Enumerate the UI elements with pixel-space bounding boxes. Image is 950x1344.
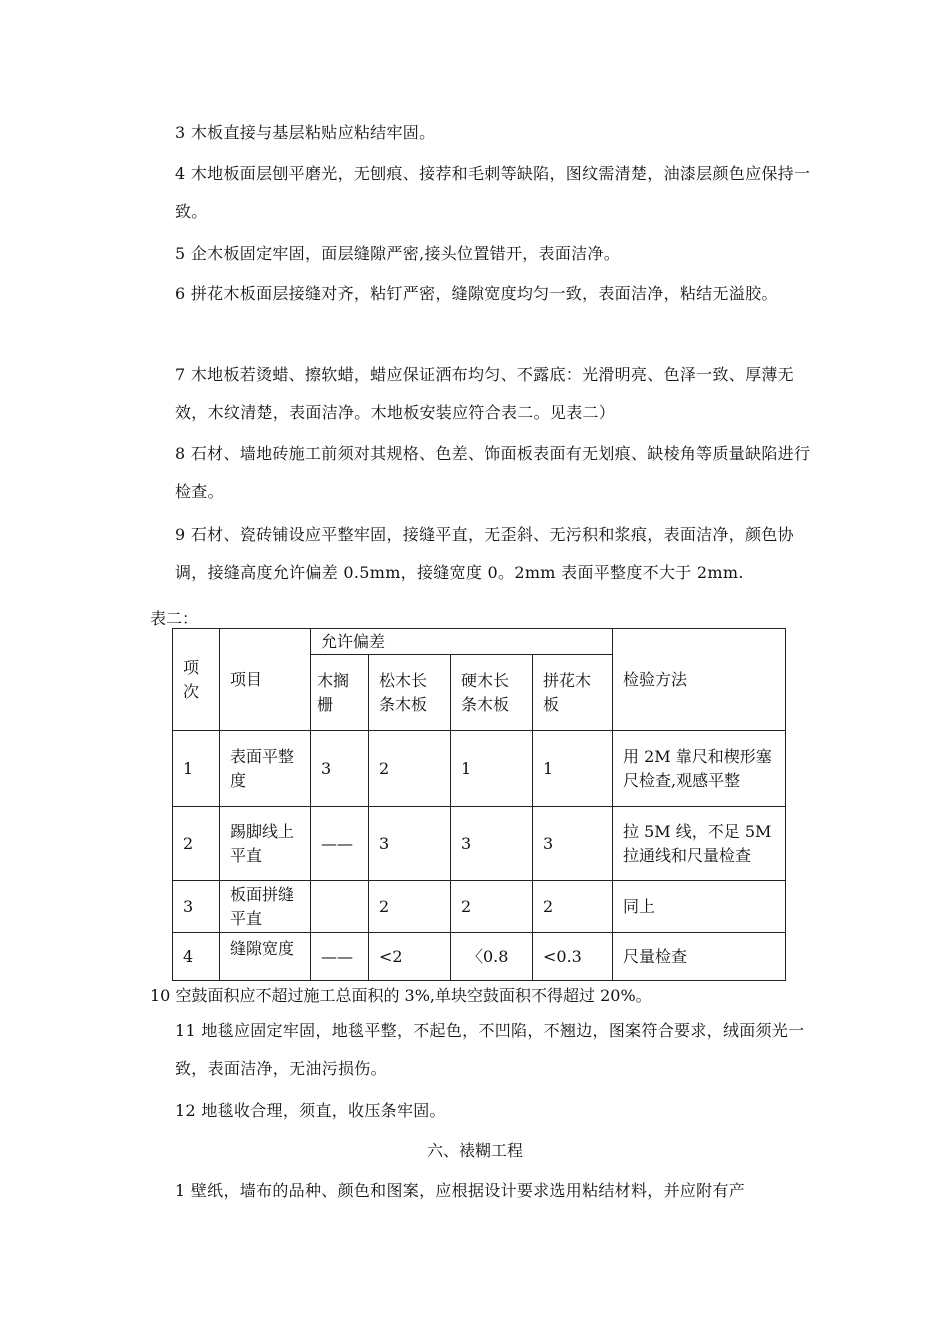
header-col-a: 木搁栅 (311, 655, 369, 731)
row-col-c: 1 (451, 731, 533, 807)
paragraph-10: 10 空鼓面积应不超过施工总面积的 3%,单块空鼓面积不得超过 20%。 (150, 986, 652, 1005)
row-item: 板面拼缝平直 (220, 881, 311, 933)
row-col-b: 3 (369, 807, 451, 881)
paragraph-12: 12 地毯收合理，须直，收压条牢固。 (175, 1101, 446, 1120)
row-method: 尺量检查 (613, 933, 786, 981)
row-col-a (311, 881, 369, 933)
row-col-b: <2 (369, 933, 451, 981)
header-tolerance-group: 允许偏差 (311, 629, 613, 655)
row-col-a: —— (311, 933, 369, 981)
table-row (173, 881, 786, 933)
table-row (173, 933, 786, 981)
row-col-c: 3 (451, 807, 533, 881)
paragraph-7: 7 木地板若烫蜡、擦软蜡，蜡应保证洒布均匀、不露底：光滑明亮、色泽一致、厚薄无效，木纹清楚，表面洁净。木地板安装应符合表二。见表二） (175, 365, 794, 422)
header-item: 项目 (220, 629, 311, 731)
paragraph-5: 5 企木板固定牢固，面层缝隙严密,接头位置错开，表面洁净。 (175, 244, 621, 263)
row-index: 2 (173, 807, 220, 881)
row-index: 4 (173, 933, 220, 981)
header-index: 项次 (173, 629, 220, 731)
row-col-a: —— (311, 807, 369, 881)
paragraph-6: 6 拼花木板面层接缝对齐，粘钉严密，缝隙宽度均匀一致，表面洁净，粘结无溢胶。 (175, 284, 778, 303)
tolerance-table (172, 628, 786, 981)
header-col-d: 拼花木板 (533, 655, 613, 731)
table-row (173, 807, 786, 881)
row-col-d: 2 (533, 881, 613, 933)
row-col-c: 2 (451, 881, 533, 933)
table-label: 表二： (150, 609, 199, 628)
header-col-b: 松木长条木板 (369, 655, 451, 731)
row-col-d: <0.3 (533, 933, 613, 981)
row-method: 拉 5M 线，不足 5M 拉通线和尺量检查 (613, 807, 786, 881)
row-col-b: 2 (369, 731, 451, 807)
row-col-d: 1 (533, 731, 613, 807)
row-method: 用 2M 靠尺和楔形塞尺检查,观感平整 (613, 731, 786, 807)
table-row (173, 731, 786, 807)
paragraph-4: 4 木地板面层刨平磨光，无刨痕、接荐和毛刺等缺陷，图纹需清楚，油漆层颜色应保持一致。 (175, 164, 811, 221)
paragraph-3: 3 木板直接与基层粘贴应粘结牢固。 (175, 123, 436, 142)
paragraph-8: 8 石材、墙地砖施工前须对其规格、色差、饰面板表面有无划痕、缺棱角等质量缺陷进行检查。 (175, 444, 811, 501)
row-item: 缝隙宽度 (220, 933, 311, 981)
row-col-a: 3 (311, 731, 369, 807)
paragraph-9: 9 石材、瓷砖铺设应平整牢固，接缝平直，无歪斜、无污积和浆痕，表面洁净，颜色协调，接缝高度允许偏差 0.5mm，接缝宽度 0。2mm 表面平整度不大于 2mm. (175, 525, 794, 582)
row-col-c: 〈0.8 (451, 933, 533, 981)
row-col-b: 2 (369, 881, 451, 933)
row-index: 1 (173, 731, 220, 807)
header-col-c: 硬木长条木板 (451, 655, 533, 731)
table-header-row (173, 629, 786, 655)
header-method: 检验方法 (613, 629, 786, 731)
paragraph-next: 1 壁纸，墙布的品种、颜色和图案，应根据设计要求选用粘结材料，并应附有产 (175, 1181, 746, 1200)
row-item: 踢脚线上平直 (220, 807, 311, 881)
section-heading: 六、裱糊工程 (426, 1141, 523, 1160)
paragraph-11: 11 地毯应固定牢固，地毯平整，不起色，不凹陷，不翘边，图案符合要求，绒面须光一致，表面洁净，无油污损伤。 (175, 1021, 805, 1078)
row-method: 同上 (613, 881, 786, 933)
row-index: 3 (173, 881, 220, 933)
row-col-d: 3 (533, 807, 613, 881)
row-item: 表面平整度 (220, 731, 311, 807)
